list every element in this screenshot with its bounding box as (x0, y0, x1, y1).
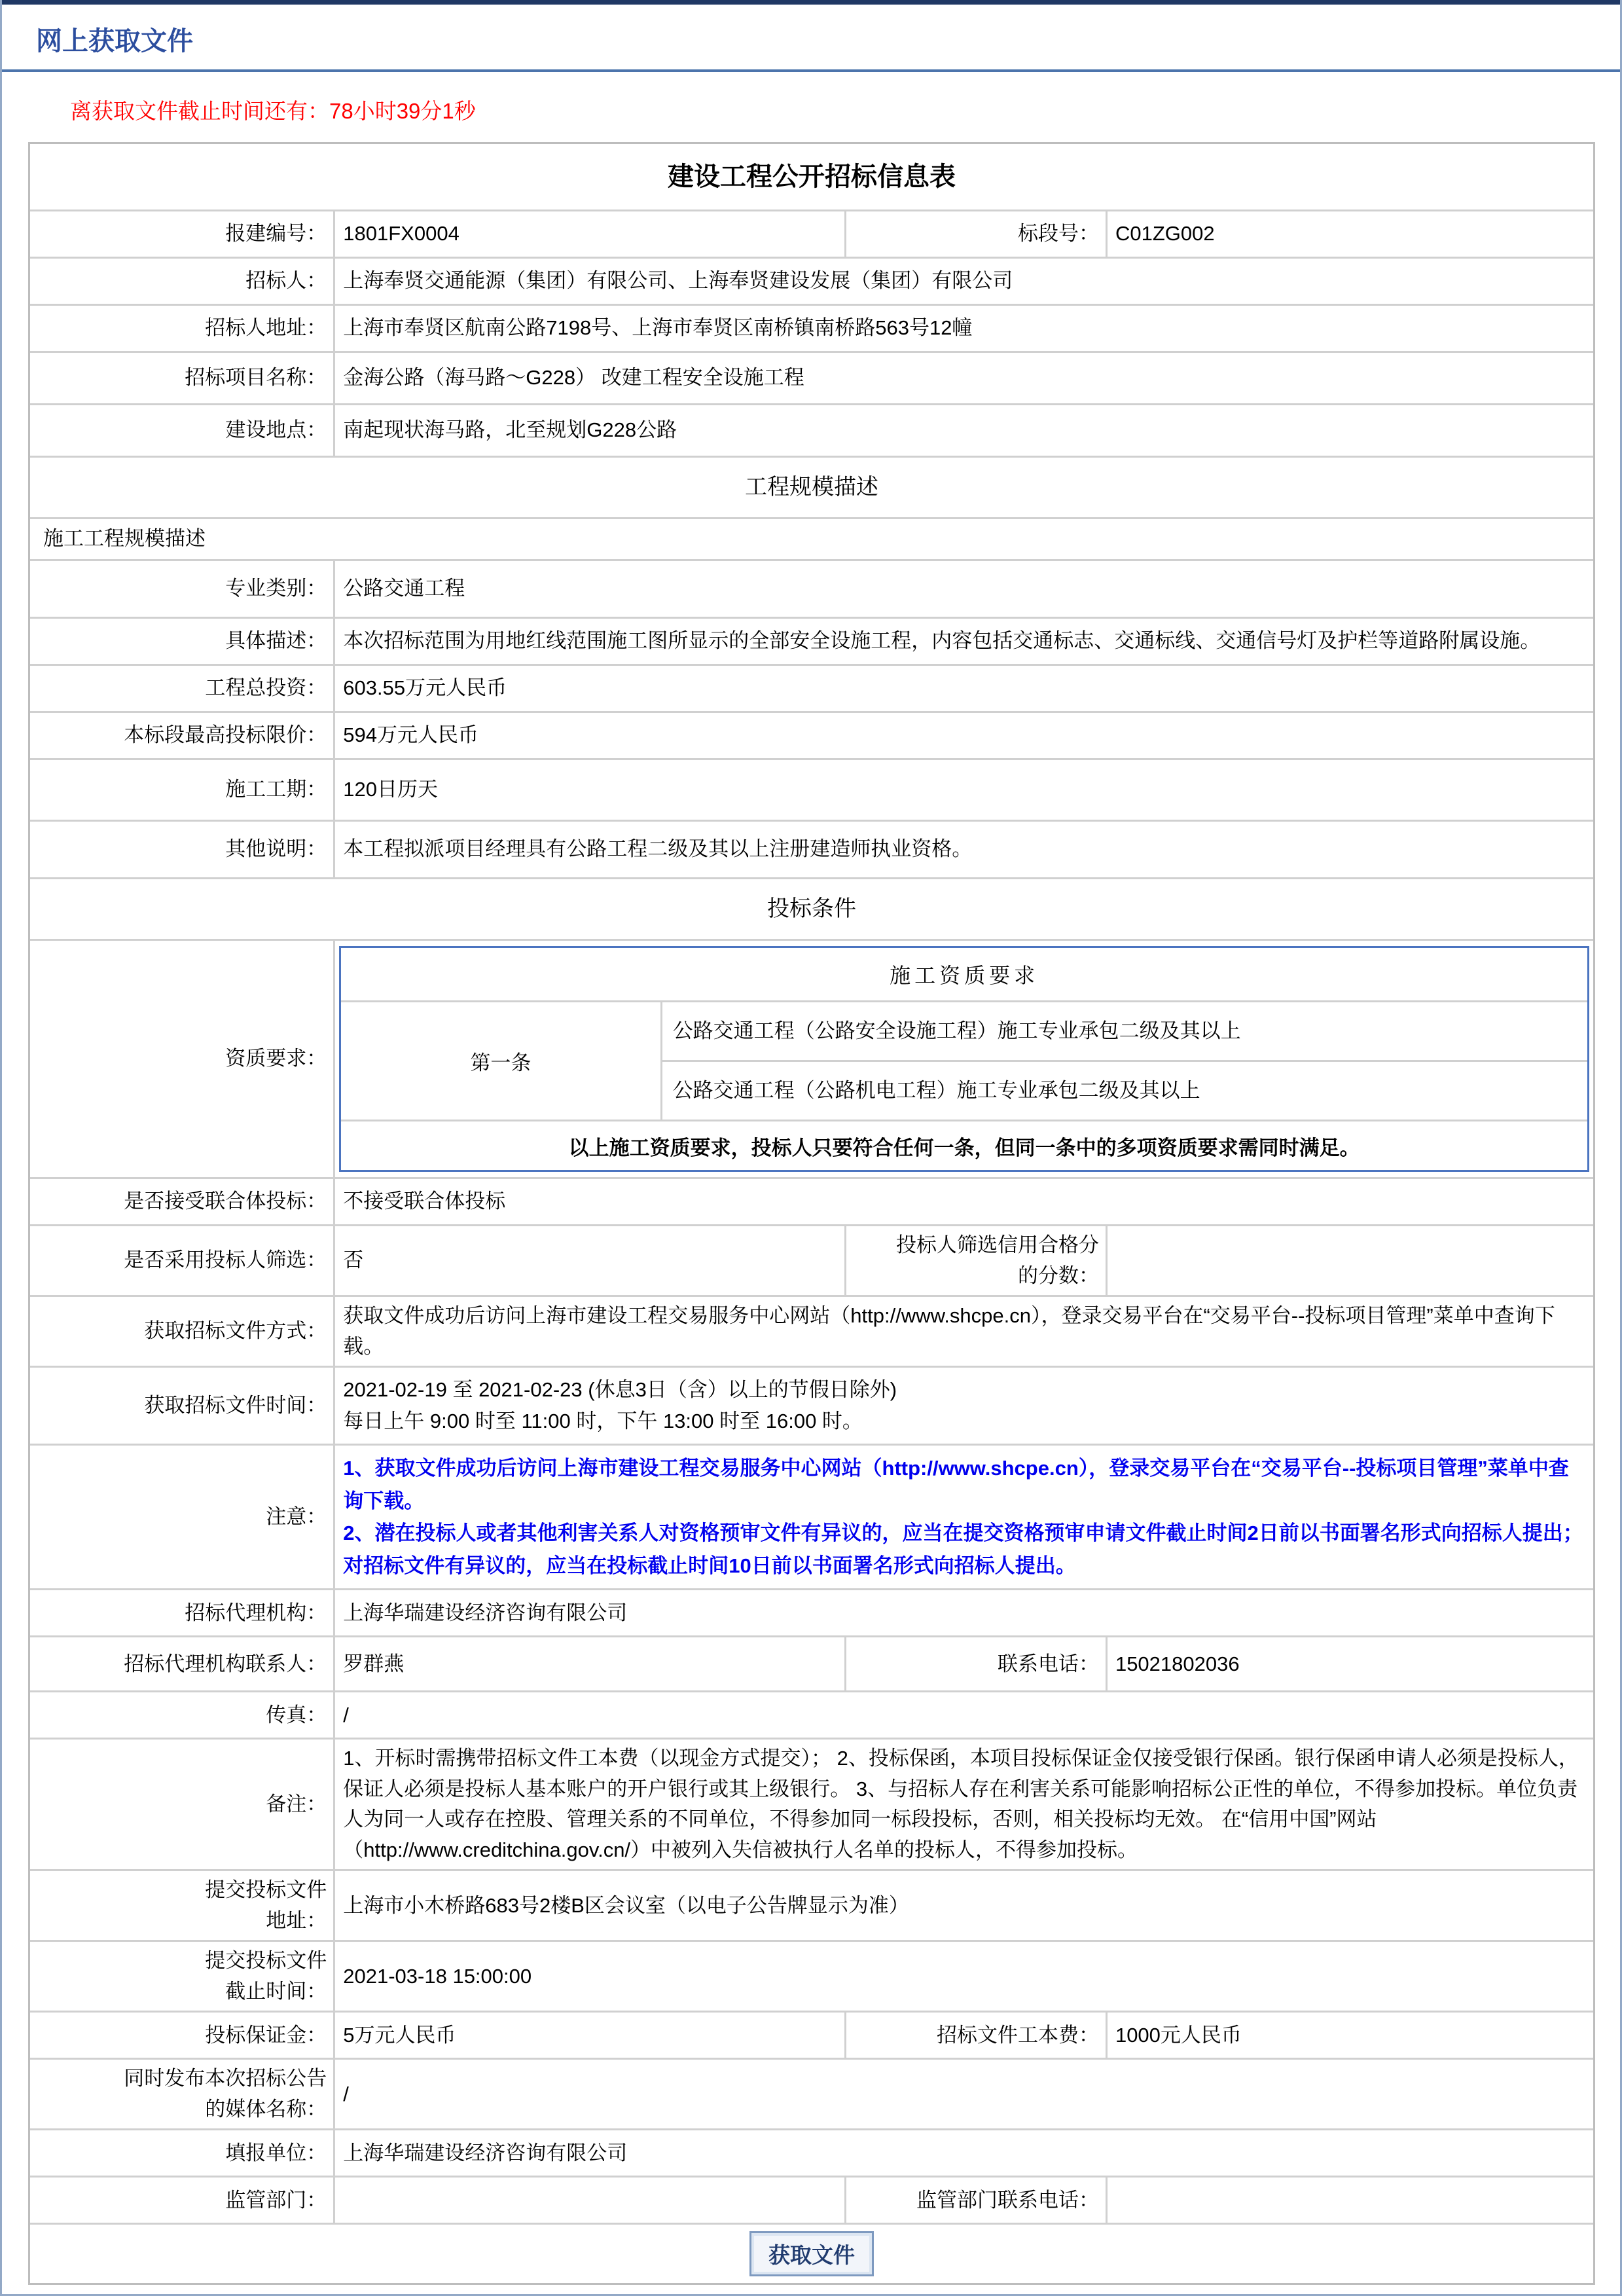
filler-label: 填报单位： (225, 2141, 327, 2164)
duration-label: 施工工期： (225, 778, 327, 801)
max-price-label: 本标段最高投标限价： (124, 723, 327, 747)
media-label: 同时发布本次招标公告的媒体名称： (124, 2067, 327, 2121)
consortium-value: 不接受联合体投标 (333, 1179, 1593, 1224)
tenderer-label: 招标人： (245, 269, 327, 293)
notice-line-2: 2、潜在投标人或者其他利害关系人对资格预审文件有异议的，应当在提交资格预审申请文件截止时间2日前以书面署名形式向招标人提出；对招标文件有异议的，应当在投标截止时间10日前以书面署名形式向招标人提出。 (343, 1522, 1583, 1577)
agency-label: 招标代理机构： (185, 1601, 327, 1624)
submit-address-label: 提交投标文件地址： (205, 1878, 327, 1932)
doc-method-value: 获取文件成功后访问上海市建设工程交易服务中心网站（http://www.shcpe.cn），登录交易平台在“交易平台--投标项目管理”菜单中查询下载。 (333, 1297, 1593, 1366)
phone-value: 15021802036 (1106, 1637, 1593, 1690)
row-notice (30, 1444, 1593, 1588)
screening-score-value (1106, 1226, 1593, 1295)
regulator-label: 监管部门： (225, 2188, 327, 2212)
project-name-label: 招标项目名称： (185, 366, 327, 390)
doc-fee-label: 招标文件工本费： (844, 2013, 1106, 2058)
row-fax (30, 1690, 1593, 1738)
row-filler (30, 2128, 1593, 2176)
project-no-label: 报建编号： (225, 222, 327, 246)
row-max-price (30, 711, 1593, 758)
qualification-header: 施工资质要求 (890, 964, 1039, 987)
agency-value: 上海华瑞建设经济咨询有限公司 (333, 1590, 1593, 1635)
media-value: / (333, 2060, 1593, 2128)
row-doc-time (30, 1366, 1593, 1444)
description-value: 本次招标范围为用地红线范围施工图所显示的全部安全设施工程，内容包括交通标志、交通标线、交通信号灯及护栏等道路附属设施。 (333, 619, 1593, 664)
total-investment-label: 工程总投资： (205, 676, 327, 700)
row-scale-section (30, 456, 1593, 517)
max-price-value: 594万元人民币 (333, 713, 1593, 758)
row-category (30, 559, 1593, 617)
total-investment-value: 603.55万元人民币 (333, 666, 1593, 711)
filler-value: 上海华瑞建设经济咨询有限公司 (333, 2130, 1593, 2176)
row-doc-method (30, 1295, 1593, 1366)
row-remarks (30, 1738, 1593, 1869)
notice-label: 注意： (266, 1505, 327, 1529)
agency-contact-value: 罗群燕 (333, 1637, 844, 1690)
doc-method-label: 获取招标文件方式： (144, 1319, 327, 1343)
other-notes-value: 本工程拟派项目经理具有公路工程二级及其以上注册建造师执业资格。 (333, 822, 1593, 877)
submit-deadline-value: 2021-03-18 15:00:00 (333, 1942, 1593, 2011)
row-bid-conditions-section (30, 877, 1593, 939)
bid-conditions-title: 投标条件 (767, 896, 856, 921)
doc-time-label: 获取招标文件时间： (144, 1393, 327, 1417)
consortium-label: 是否接受联合体投标： (124, 1190, 327, 1213)
row-consortium (30, 1177, 1593, 1224)
qualification-nested-table-wrap (333, 941, 1593, 1177)
bid-info-table (28, 142, 1595, 2285)
section-no-label: 标段号： (844, 211, 1106, 257)
regulator-phone-value (1106, 2178, 1593, 2223)
page-title: 网上获取文件 (36, 27, 193, 56)
qualification-req-1: 公路交通工程（公路安全设施工程）施工专业承包二级及其以上 (672, 1019, 1241, 1042)
doc-time-line-1: 2021-02-19 至 2021-02-23 (休息3日（含）以上的节假日除外) (343, 1378, 897, 1401)
screening-value: 否 (333, 1226, 844, 1295)
row-duration (30, 758, 1593, 820)
scale-section-title: 工程规模描述 (745, 475, 878, 500)
notice-line-1: 1、获取文件成功后访问上海市建设工程交易服务中心网站（http://www.shcpe.cn），登录交易平台在“交易平台--投标项目管理”菜单中查询下载。 (343, 1457, 1569, 1512)
location-value: 南起现状海马路，北至规划G228公路 (333, 405, 1593, 456)
qualification-nested-table (339, 946, 1589, 1172)
app-header (2, 5, 1620, 72)
section-no-value: C01ZG002 (1106, 211, 1593, 257)
row-project-name (30, 351, 1593, 403)
regulator-value (333, 2178, 844, 2223)
qualification-requirements (660, 1002, 1587, 1120)
tenderer-address-label: 招标人地址： (205, 316, 327, 340)
table-title-row (30, 144, 1593, 210)
remarks-value: 1、开标时需携带招标文件工本费（以现金方式提交）； 2、投标保函，本项目投标保证金仅接受银行保函。银行保函申请人必须是投标人，保证人必须是投标人基本账户的开户银行或其上级银行。 3、与招标人存在利害关系可能影响招标公正性的单位，不得参加投标。单位负责人为同一人或存在控股、管理关系的不同单位，不得参加同一标段投标，否则，相关投标均无效。 在“信用中国”网站（http://www.creditchina.gov.cn/）中被列入失信被执行人名单的投标人，不得参加投标。 (333, 1740, 1593, 1869)
submit-address-value: 上海市小木桥路683号2楼B区会议室（以电子公告牌显示为准） (333, 1871, 1593, 1940)
row-project-no (30, 210, 1593, 257)
row-screening (30, 1224, 1593, 1295)
agency-contact-label: 招标代理机构联系人： (124, 1652, 327, 1675)
screening-label: 是否采用投标人筛选： (124, 1248, 327, 1272)
phone-label: 联系电话： (844, 1637, 1106, 1690)
other-notes-label: 其他说明： (225, 837, 327, 861)
location-label: 建设地点： (225, 418, 327, 442)
project-name-value: 金海公路（海马路～G228） 改建工程安全设施工程 (333, 353, 1593, 403)
row-submit-address (30, 1869, 1593, 1940)
doc-time-line-2: 每日上午 9:00 时至 11:00 时，下午 13:00 时至 16:00 时。 (343, 1410, 863, 1433)
regulator-phone-label: 监管部门联系电话： (844, 2178, 1106, 2223)
row-submit-deadline (30, 1940, 1593, 2011)
table-title: 建设工程公开招标信息表 (668, 162, 956, 191)
row-other-notes (30, 820, 1593, 877)
row-button (30, 2223, 1593, 2283)
row-agency-contact (30, 1635, 1593, 1690)
fax-label: 传真： (266, 1703, 327, 1726)
qualification-clause: 第一条 (470, 1051, 532, 1074)
bid-bond-value: 5万元人民币 (333, 2013, 844, 2058)
qualification-req-2: 公路交通工程（公路机电工程）施工专业承包二级及其以上 (662, 1060, 1587, 1120)
top-navy-bar (2, 0, 1620, 5)
project-no-value: 1801FX0004 (333, 211, 844, 257)
row-media (30, 2058, 1593, 2128)
bid-bond-label: 投标保证金： (205, 2023, 327, 2047)
doc-fee-value: 1000元人民币 (1106, 2013, 1593, 2058)
row-qualification (30, 939, 1593, 1177)
category-label: 专业类别： (225, 577, 327, 600)
qualification-footer: 以上施工资质要求，投标人只要符合任何一条，但同一条中的多项资质要求需同时满足。 (341, 1120, 1587, 1170)
notice-value (333, 1446, 1593, 1588)
qualification-body (341, 1000, 1587, 1120)
row-agency (30, 1588, 1593, 1635)
row-description (30, 617, 1593, 664)
fax-value: / (333, 1692, 1593, 1738)
row-scale-sub (30, 517, 1593, 559)
remarks-label: 备注： (266, 1793, 327, 1816)
submit-deadline-label: 提交投标文件截止时间： (205, 1949, 327, 2003)
description-label: 具体描述： (225, 629, 327, 653)
scale-sub-title: 施工工程规模描述 (43, 527, 206, 551)
doc-time-value (333, 1368, 1593, 1444)
qualification-label: 资质要求： (225, 1047, 327, 1070)
countdown-text: 离获取文件截止时间还有：78小时39分1秒 (70, 99, 476, 123)
row-tenderer (30, 257, 1593, 304)
tenderer-address-value: 上海市奉贤区航南公路7198号、上海市奉贤区南桥镇南桥路563号12幢 (333, 306, 1593, 351)
duration-value: 120日历天 (333, 760, 1593, 820)
category-value: 公路交通工程 (333, 561, 1593, 617)
row-regulator (30, 2176, 1593, 2223)
screening-score-label: 投标人筛选信用合格分的分数： (844, 1226, 1106, 1295)
row-total-investment (30, 664, 1593, 711)
tenderer-value: 上海奉贤交通能源（集团）有限公司、上海奉贤建设发展（集团）有限公司 (333, 259, 1593, 304)
row-bid-bond (30, 2011, 1593, 2058)
get-file-button[interactable]: 获取文件 (749, 2231, 874, 2276)
row-tenderer-address (30, 304, 1593, 351)
row-location (30, 403, 1593, 456)
